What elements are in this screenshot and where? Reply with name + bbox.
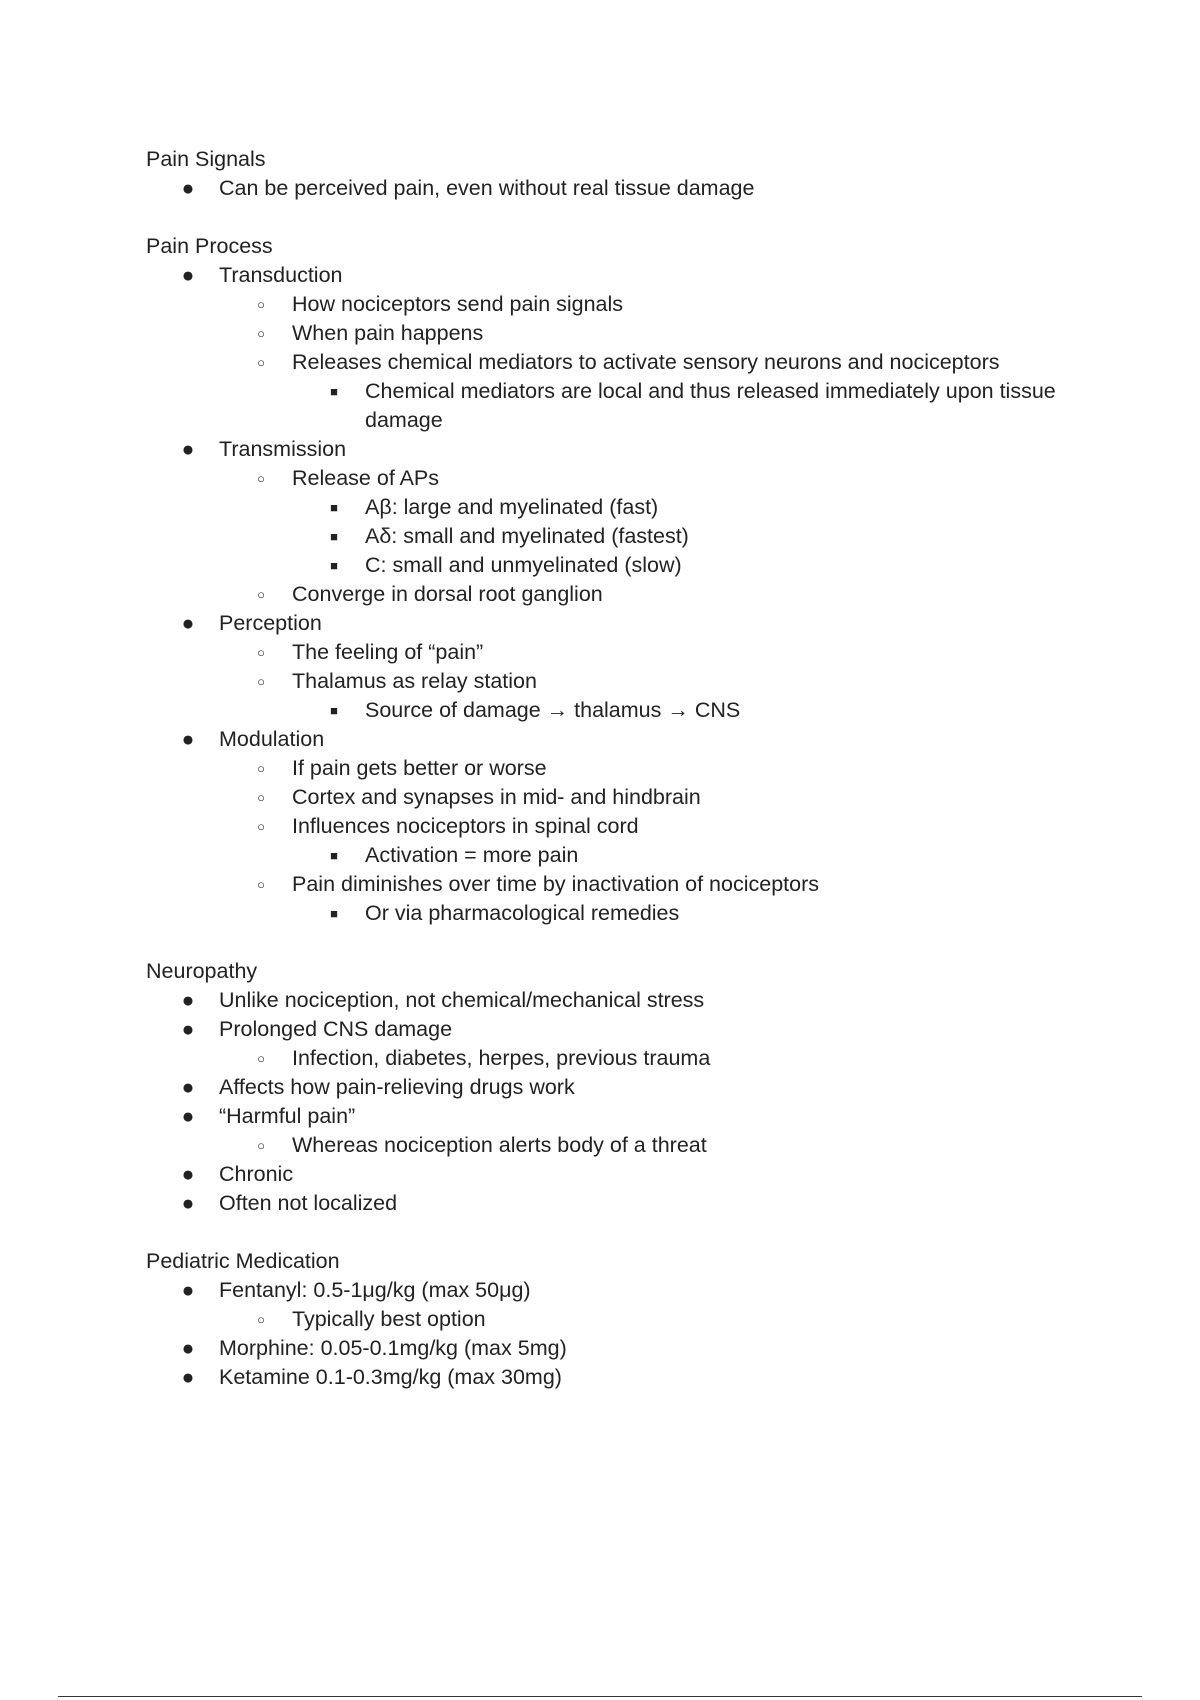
square-bullet-icon: ■ bbox=[330, 529, 338, 544]
filled-bullet-icon: ● bbox=[181, 1105, 195, 1128]
bullet-list bbox=[146, 986, 1106, 1218]
list-item-text: Modulation bbox=[219, 727, 325, 751]
hollow-bullet-icon: ○ bbox=[257, 877, 265, 892]
list-item bbox=[146, 1276, 1106, 1305]
list-item-text: Or via pharmacological remedies bbox=[365, 901, 680, 925]
list-item-text: Typically best option bbox=[292, 1307, 486, 1331]
list-item bbox=[146, 1073, 1106, 1102]
filled-bullet-icon: ● bbox=[181, 438, 195, 461]
filled-bullet-icon: ● bbox=[181, 1076, 195, 1099]
list-item-text: Release of APs bbox=[292, 466, 440, 490]
section bbox=[146, 1247, 1106, 1392]
list-item-text: Aβ: large and myelinated (fast) bbox=[365, 495, 659, 519]
list-item bbox=[146, 580, 1106, 609]
square-bullet-icon: ■ bbox=[330, 703, 338, 718]
list-item-text: Morphine: 0.05-0.1mg/kg (max 5mg) bbox=[219, 1336, 567, 1360]
list-item-text: Prolonged CNS damage bbox=[219, 1017, 453, 1041]
list-item bbox=[146, 435, 1106, 464]
section-heading: Neuropathy bbox=[146, 959, 258, 983]
hollow-bullet-icon: ○ bbox=[257, 819, 265, 834]
list-item bbox=[146, 348, 1106, 377]
list-item-text: Affects how pain-relieving drugs work bbox=[219, 1075, 575, 1099]
square-bullet-icon: ■ bbox=[330, 906, 338, 921]
list-item bbox=[146, 1160, 1106, 1189]
list-item-text: Whereas nociception alerts body of a threat bbox=[292, 1133, 707, 1157]
list-item-text: Converge in dorsal root ganglion bbox=[292, 582, 603, 606]
section bbox=[146, 957, 1106, 1218]
list-item bbox=[146, 290, 1106, 319]
hollow-bullet-icon: ○ bbox=[257, 471, 265, 486]
list-item-text: Thalamus as relay station bbox=[292, 669, 537, 693]
document-body bbox=[146, 145, 1106, 1421]
list-item bbox=[146, 1131, 1106, 1160]
list-item bbox=[146, 377, 1106, 435]
list-item-text: “Harmful pain” bbox=[219, 1104, 356, 1128]
section-heading: Pain Process bbox=[146, 234, 273, 258]
hollow-bullet-icon: ○ bbox=[257, 761, 265, 776]
hollow-bullet-icon: ○ bbox=[257, 674, 265, 689]
list-item-text: When pain happens bbox=[292, 321, 484, 345]
list-item-text: Fentanyl: 0.5-1μg/kg (max 50μg) bbox=[219, 1278, 531, 1302]
hollow-bullet-icon: ○ bbox=[257, 1312, 265, 1327]
list-item bbox=[146, 464, 1106, 493]
list-item-text: Transmission bbox=[219, 437, 347, 461]
list-item bbox=[146, 725, 1106, 754]
list-item bbox=[146, 1044, 1106, 1073]
list-item-text: Activation = more pain bbox=[365, 843, 579, 867]
list-item bbox=[146, 493, 1106, 522]
hollow-bullet-icon: ○ bbox=[257, 587, 265, 602]
hollow-bullet-icon: ○ bbox=[257, 326, 265, 341]
bullet-list bbox=[146, 1276, 1106, 1392]
section bbox=[146, 145, 1106, 203]
list-item bbox=[146, 812, 1106, 841]
bullet-list bbox=[146, 174, 1106, 203]
list-item-text: Releases chemical mediators to activate sensory neurons and nociceptors bbox=[292, 350, 1000, 374]
list-item bbox=[146, 1189, 1106, 1218]
filled-bullet-icon: ● bbox=[181, 1279, 195, 1302]
bullet-list bbox=[146, 261, 1106, 928]
list-item-text: Transduction bbox=[219, 263, 343, 287]
list-item-text: Chronic bbox=[219, 1162, 294, 1186]
list-item-text: Pain diminishes over time by inactivation of nociceptors bbox=[292, 872, 820, 896]
section-heading: Pain Signals bbox=[146, 147, 266, 171]
list-item-text: Often not localized bbox=[219, 1191, 398, 1215]
filled-bullet-icon: ● bbox=[181, 1337, 195, 1360]
list-item-text: Can be perceived pain, even without real tissue damage bbox=[219, 176, 755, 200]
list-item bbox=[146, 754, 1106, 783]
list-item-text: Aδ: small and myelinated (fastest) bbox=[365, 524, 689, 548]
list-item-text: Cortex and synapses in mid- and hindbrain bbox=[292, 785, 701, 809]
list-item bbox=[146, 1305, 1106, 1334]
list-item bbox=[146, 551, 1106, 580]
list-item bbox=[146, 1334, 1106, 1363]
hollow-bullet-icon: ○ bbox=[257, 355, 265, 370]
list-item bbox=[146, 899, 1106, 928]
list-item-text: The feeling of “pain” bbox=[292, 640, 484, 664]
square-bullet-icon: ■ bbox=[330, 558, 338, 573]
hollow-bullet-icon: ○ bbox=[257, 1138, 265, 1153]
list-item bbox=[146, 638, 1106, 667]
list-item bbox=[146, 522, 1106, 551]
list-item-text: Unlike nociception, not chemical/mechanical stress bbox=[219, 988, 705, 1012]
filled-bullet-icon: ● bbox=[181, 264, 195, 287]
list-item bbox=[146, 783, 1106, 812]
filled-bullet-icon: ● bbox=[181, 1163, 195, 1186]
square-bullet-icon: ■ bbox=[330, 500, 338, 515]
hollow-bullet-icon: ○ bbox=[257, 297, 265, 312]
list-item bbox=[146, 609, 1106, 638]
filled-bullet-icon: ● bbox=[181, 177, 195, 200]
square-bullet-icon: ■ bbox=[330, 384, 338, 399]
list-item bbox=[146, 870, 1106, 899]
square-bullet-icon: ■ bbox=[330, 848, 338, 863]
list-item-text: How nociceptors send pain signals bbox=[292, 292, 624, 316]
list-item bbox=[146, 1102, 1106, 1131]
filled-bullet-icon: ● bbox=[181, 1366, 195, 1389]
list-item-text: Influences nociceptors in spinal cord bbox=[292, 814, 639, 838]
list-item-text: Source of damage → thalamus → CNS bbox=[365, 698, 741, 722]
list-item bbox=[146, 174, 1106, 203]
list-item bbox=[146, 261, 1106, 290]
page-bottom-rule bbox=[58, 1696, 1142, 1697]
list-item bbox=[146, 667, 1106, 696]
section bbox=[146, 232, 1106, 928]
filled-bullet-icon: ● bbox=[181, 1192, 195, 1215]
section-heading: Pediatric Medication bbox=[146, 1249, 340, 1273]
hollow-bullet-icon: ○ bbox=[257, 790, 265, 805]
list-item bbox=[146, 841, 1106, 870]
list-item-text: Chemical mediators are local and thus released immediately upon tissue damage bbox=[365, 379, 1056, 432]
list-item-text: Infection, diabetes, herpes, previous trauma bbox=[292, 1046, 711, 1070]
list-item-text: If pain gets better or worse bbox=[292, 756, 547, 780]
filled-bullet-icon: ● bbox=[181, 612, 195, 635]
filled-bullet-icon: ● bbox=[181, 1018, 195, 1041]
list-item bbox=[146, 986, 1106, 1015]
hollow-bullet-icon: ○ bbox=[257, 1051, 265, 1066]
list-item bbox=[146, 319, 1106, 348]
list-item bbox=[146, 1015, 1106, 1044]
list-item bbox=[146, 696, 1106, 725]
list-item-text: Ketamine 0.1-0.3mg/kg (max 30mg) bbox=[219, 1365, 562, 1389]
list-item-text: C: small and unmyelinated (slow) bbox=[365, 553, 682, 577]
list-item bbox=[146, 1363, 1106, 1392]
list-item-text: Perception bbox=[219, 611, 322, 635]
filled-bullet-icon: ● bbox=[181, 728, 195, 751]
hollow-bullet-icon: ○ bbox=[257, 645, 265, 660]
filled-bullet-icon: ● bbox=[181, 989, 195, 1012]
